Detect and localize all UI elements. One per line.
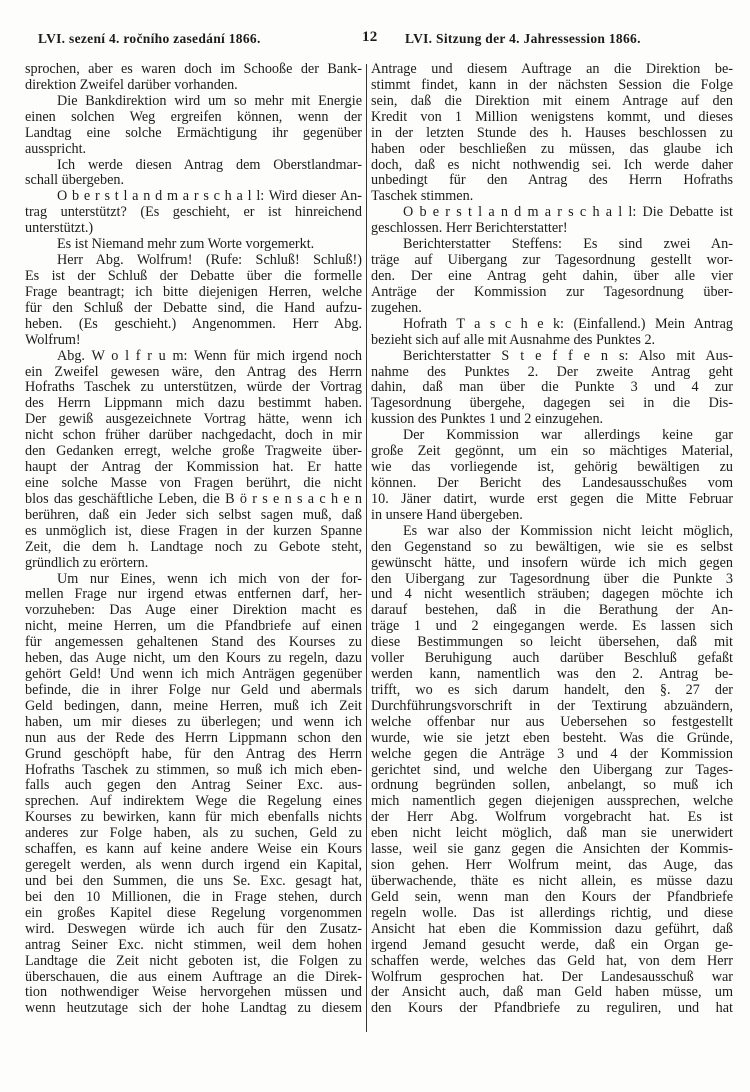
text-line: geschlossen. Herr Berichterstatter! [371, 221, 568, 237]
text-line: stimmt findet, kann in der nächsten Session die Folge [371, 77, 733, 93]
text-line: mellen Frage nur irgend etwas entfernen darf, her- [25, 587, 362, 603]
text-line: schall übergeben. [25, 173, 125, 189]
text-line: Hofraths Taschek zu stimmen, so muß ich mich eben- [25, 762, 362, 778]
text-line: sion gehen. Herr Wolfrum meint, das Auge, das [371, 858, 733, 874]
text-line: doch, daß es nicht nothwendig sei. Ich werde daher [371, 157, 733, 173]
text-line: gehört Geld! Und wenn ich mich Anträgen gegenüber [25, 667, 362, 683]
text-line: einen solchen Weg ergreifen können, wenn der [25, 109, 362, 125]
text-line: antrag Seiner Exc. nicht stimmen, weil dem hohen [25, 937, 362, 953]
right-column [371, 62, 733, 1017]
text-line: Der gewiß ausgezeichnete Vortrag hätte, wenn ich [25, 412, 362, 428]
text-line: Durchführungsvorschrift in der Textirung abzuändern, [371, 698, 733, 714]
text-line: nun aus der Rede des Herrn Lippmann schon den [25, 730, 362, 746]
text-line: Frage beantragt; ich bitte diejenigen Herren, welche [25, 284, 362, 300]
text-line: können. Der Bericht des Landesausschußes vom [371, 475, 733, 491]
text-line: Ansicht hat eben die Kommission dazu geführt, daß [371, 921, 733, 937]
text-line: Es war also der Kommission nicht leicht möglich, [403, 523, 733, 539]
text-line: Hofrath T a s c h e k: (Einfallend.) Mein Antrag [403, 316, 733, 332]
text-line: der Herr Abg. Wolfrum vorgebracht hat. Es ist [371, 810, 733, 826]
text-line: haben oder beschließen zu müssen, das glaube ich [371, 141, 733, 157]
column-divider [366, 64, 367, 1032]
text-line: Um nur Eines, wenn ich mich von der for- [57, 571, 362, 587]
text-line: für den Schluß der Debatte sind, die Hand aufzu- [25, 300, 362, 316]
text-line: haupt der Antrag der Kommission hat. Er hatte [25, 460, 362, 476]
paragraph [371, 428, 733, 524]
text-line: mich namentlich gegen diejenigen aussprechen, welche [371, 794, 733, 810]
text-line: kussion des Punktes 1 und 2 einzugehen. [371, 412, 604, 428]
text-line: Taschek stimmen. [371, 189, 474, 205]
text-line: wenn heutzutage sich der hohe Landtag zu diesem [25, 1001, 362, 1017]
text-line: träge 1 und 2 eingegangen werde. Es lassen sich [371, 619, 733, 635]
paragraph [371, 349, 733, 429]
text-line: bezieht sich auf alle mit Ausnahme des Punktes 2. [371, 332, 656, 348]
text-line: und 4 nicht wesentlich sträuben; dagegen möchte ich [371, 587, 733, 603]
text-line: Landtag eine solche Ermächtigung ihr gegenüber [25, 125, 362, 141]
text-line: Die Bankdirektion wird um so mehr mit Energie [57, 93, 362, 109]
text-line: gerichtet sind, und welche den Uibergang zur Tages- [371, 762, 733, 778]
paragraph [25, 189, 362, 237]
text-line: in unsere Hand übergeben. [371, 507, 523, 523]
text-line: geregelt werden, als wenn durch irgend ein Kapital, [25, 858, 362, 874]
text-line: ordnung begründen sollen, anbelangt, so muß ich [371, 778, 733, 794]
text-line: sein, daß die Direktion mit einem Antrage auf den [371, 93, 733, 109]
text-line: Geld sein, wenn man den Kours der Pfandbriefe [371, 889, 733, 905]
text-line: den Uibergang zur Tagesordnung über die Punkte 3 [371, 571, 733, 587]
text-line: Kourses zu bewirken, kann für mich ebenfalls nichts [25, 810, 362, 826]
paragraph [25, 572, 362, 1018]
text-line: große Zeit gegönnt, um ein so mächtiges Material, [371, 444, 733, 460]
paragraph [25, 158, 362, 190]
paragraph [25, 94, 362, 158]
paragraph [371, 524, 733, 1018]
text-line: tion nothwendiger Weise hervorgehen müssen und [25, 985, 362, 1001]
running-header-czech: LVI. sezení 4. ročního zasedání 1866. [38, 31, 261, 46]
text-line: blos das geschäftliche Leben, die B ö r s e n s a c h e n [25, 491, 362, 507]
text-line: heben. (Es geschieht.) Angenommen. Herr Abg. [25, 316, 362, 332]
text-line: nicht schon früher darüber nachgedacht, doch in mir [25, 428, 362, 444]
paragraph [25, 253, 362, 349]
text-line: Wolfrum! [25, 332, 81, 348]
text-line: O b e r s t l a n d m a r s c h a l l: Wird dieser An- [57, 189, 362, 205]
text-line: Tagesordnung übergehe, dagegen sei in die Dis- [371, 396, 733, 412]
text-line: eben nicht leicht möglich, daß man sie unerwidert [371, 826, 733, 842]
text-line: für angemessen gehaltenen Stand des Kourses zu [25, 635, 362, 651]
text-line: lasse, weil sie ganz gegen die Ansichten der Kommis- [371, 842, 733, 858]
text-line: Der Kommission war allerdings keine gar [403, 428, 733, 444]
text-line: ausspricht. [25, 141, 87, 157]
paragraph [25, 62, 362, 94]
text-line: und bei den Summen, die uns Se. Exc. gesagt hat, [25, 874, 362, 890]
text-line: Landtage die Zeit nicht geboten ist, die Folgen zu [25, 953, 362, 969]
text-line: schaffen werde, welches das Geld hat, von dem Herr [371, 953, 733, 969]
text-line: haben, um mir dieses zu überlegen; und wenn ich [25, 714, 362, 730]
text-line: Wolfrum gesprochen hat. Der Landesausschuß war [371, 969, 733, 985]
text-line: vorzuheben: Das Auge einer Direktion macht es [25, 603, 362, 619]
text-line: wie das vorliegende ist, gehörig bewältigen zu [371, 460, 733, 476]
paragraph [371, 317, 733, 349]
text-line: den. Der eine Antrag geht dahin, über alle vier [371, 268, 733, 284]
text-line: irgend Jemand gesucht werde, daß ein Organ ge- [371, 937, 733, 953]
text-line: sprechen. Auf indirektem Wege die Regelung eines [25, 794, 362, 810]
text-line: direktion Zweifel darüber vorhanden. [25, 77, 238, 93]
text-line: Zeit, die dem h. Landtage noch zu Gebote steht, [25, 539, 362, 555]
text-line: gründlich zu erörtern. [25, 555, 149, 571]
running-header-german: LVI. Sitzung der 4. Jahressession 1866. [405, 31, 641, 46]
text-line: Geld bedingen, dann, meine Herren, muß ich Zeit [25, 698, 362, 714]
text-line: berühren, daß ein Jeder sich selbst sagen muß, daß [25, 507, 362, 523]
text-line: Hofraths Taschek zu unterstützen, würde der Vortrag [25, 380, 362, 396]
text-line: voller Beruhigung auch darüber Beschluß gefaßt [371, 651, 733, 667]
text-line: Grund geschöpft habe, für den Antrag des Herrn [25, 746, 362, 762]
text-line: Es ist Niemand mehr zum Worte vorgemerkt. [57, 237, 315, 253]
text-line: falls auch gegen den Antrag Seiner Exc. aus- [25, 778, 362, 794]
text-line: den Kours der Pfandbriefe zu reguliren, und hat [371, 1001, 733, 1017]
text-line: regeln wolle. Das ist allerdings richtig, und diese [371, 905, 733, 921]
text-line: wurde, wie sie jetzt eben besteht. Was die Gründe, [371, 730, 733, 746]
text-line: heben, das Auge nicht, um den Kours zu regeln, dazu [25, 651, 362, 667]
text-line: O b e r s t l a n d m a r s c h a l l: Die Debatte ist [403, 205, 733, 221]
paragraph [25, 237, 362, 253]
text-line: eine solche Masse von Fragen berührt, die nicht [25, 475, 362, 491]
paragraph [371, 205, 733, 237]
text-line: Berichterstatter S t e f f e n s: Also mit Aus- [403, 348, 733, 364]
left-column [25, 62, 362, 1017]
text-line: gewünscht hätte, und insofern würde ich mich gegen [371, 555, 733, 571]
text-line: trifft, wo es sich darum handelt, den §. 27 der [371, 682, 733, 698]
text-line: unbedingt für den Antrag des Herrn Hofraths [371, 173, 733, 189]
text-line: Es ist der Schluß der Debatte über die formelle [25, 268, 362, 284]
text-line: befinde, die in ihrer Folge nur Geld und abermals [25, 682, 362, 698]
text-line: unterstützt.) [25, 221, 94, 237]
text-line: dahin, daß man über die Punkte 3 und 4 zur [371, 380, 733, 396]
text-line: sprochen, aber es waren doch im Schooße der Bank- [25, 62, 362, 77]
text-line: den Gedanken erregt, welche große Tragweite über- [25, 444, 362, 460]
text-line: Abg. W o l f r u m: Wenn für mich irgend noch [57, 348, 362, 364]
text-line: 10. Jäner datirt, wurde erst gegen die Mitte Februar [371, 491, 733, 507]
text-line: Anträge der Kommission zur Tagesordnung über- [371, 284, 733, 300]
text-line: überwachende, thäte es nicht allein, es müsse dazu [371, 874, 733, 890]
text-line: werden kann, namentlich was den 2. Antrag be- [371, 667, 733, 683]
text-line: anderes zur Folge haben, als zu suchen, Geld zu [25, 826, 362, 842]
text-line: der Ansicht auch, daß man Geld haben müsse, um [371, 985, 733, 1001]
text-line: träge auf Uibergang zur Tagesordnung gestellt wor- [371, 253, 733, 269]
text-line: überschauen, die aus einem Auftrage an die Direk- [25, 969, 362, 985]
text-line: wird. Deswegen würde ich auch für den Zusatz- [25, 921, 362, 937]
text-line: nicht, meine Herren, um die Pfandbriefe auf einen [25, 619, 362, 635]
paragraph [25, 349, 362, 572]
text-line: Berichterstatter Steffens: Es sind zwei An- [403, 237, 733, 253]
page-number: 12 [362, 29, 378, 45]
paragraph [371, 62, 733, 205]
text-line: ein großes Kapitel diese Regelung vorgenommen [25, 905, 362, 921]
text-line: Herr Abg. Wolfrum! (Rufe: Schluß! Schluß!) [57, 253, 362, 269]
text-line: trag unterstützt? (Es geschieht, er ist hinreichend [25, 205, 362, 221]
text-line: den Gegenstand so zu bewältigen, wie sie es selbst [371, 539, 733, 555]
text-line: Ich werde diesen Antrag dem Oberstlandmar- [57, 157, 362, 173]
text-line: welche offenbar nur aus Uebersehen so festgestellt [371, 714, 733, 730]
text-line: des Herrn Lippmann mich dazu bestimmt haben. [25, 396, 362, 412]
text-line: ein Zweifel gewesen wäre, den Antrag des Herrn [25, 364, 362, 380]
text-line: zugehen. [371, 300, 422, 316]
text-line: darauf bestehen, daß in die Berathung der An- [371, 603, 733, 619]
text-line: Antrage und diesem Auftrage an die Direktion be- [371, 62, 733, 77]
text-line: nahme des Punktes 2. Der zweite Antrag geht [371, 364, 733, 380]
text-line: in der letzten Stunde des h. Hauses beschlossen zu [371, 125, 733, 141]
text-line: Kredit von 1 Million wenigstens kommt, und dieses [371, 109, 733, 125]
paragraph [371, 237, 733, 317]
text-line: welche gegen die Anträge 3 und 4 der Kommission [371, 746, 733, 762]
text-line: schaffen, es kann auf keine andere Weise ein Kours [25, 842, 362, 858]
text-line: es unmöglich ist, diese Fragen in der kurzen Spanne [25, 523, 362, 539]
text-line: diese Bestimmungen so leicht übersehen, daß mit [371, 635, 733, 651]
text-line: bei den 10 Millionen, die in Frage stehen, durch [25, 889, 362, 905]
